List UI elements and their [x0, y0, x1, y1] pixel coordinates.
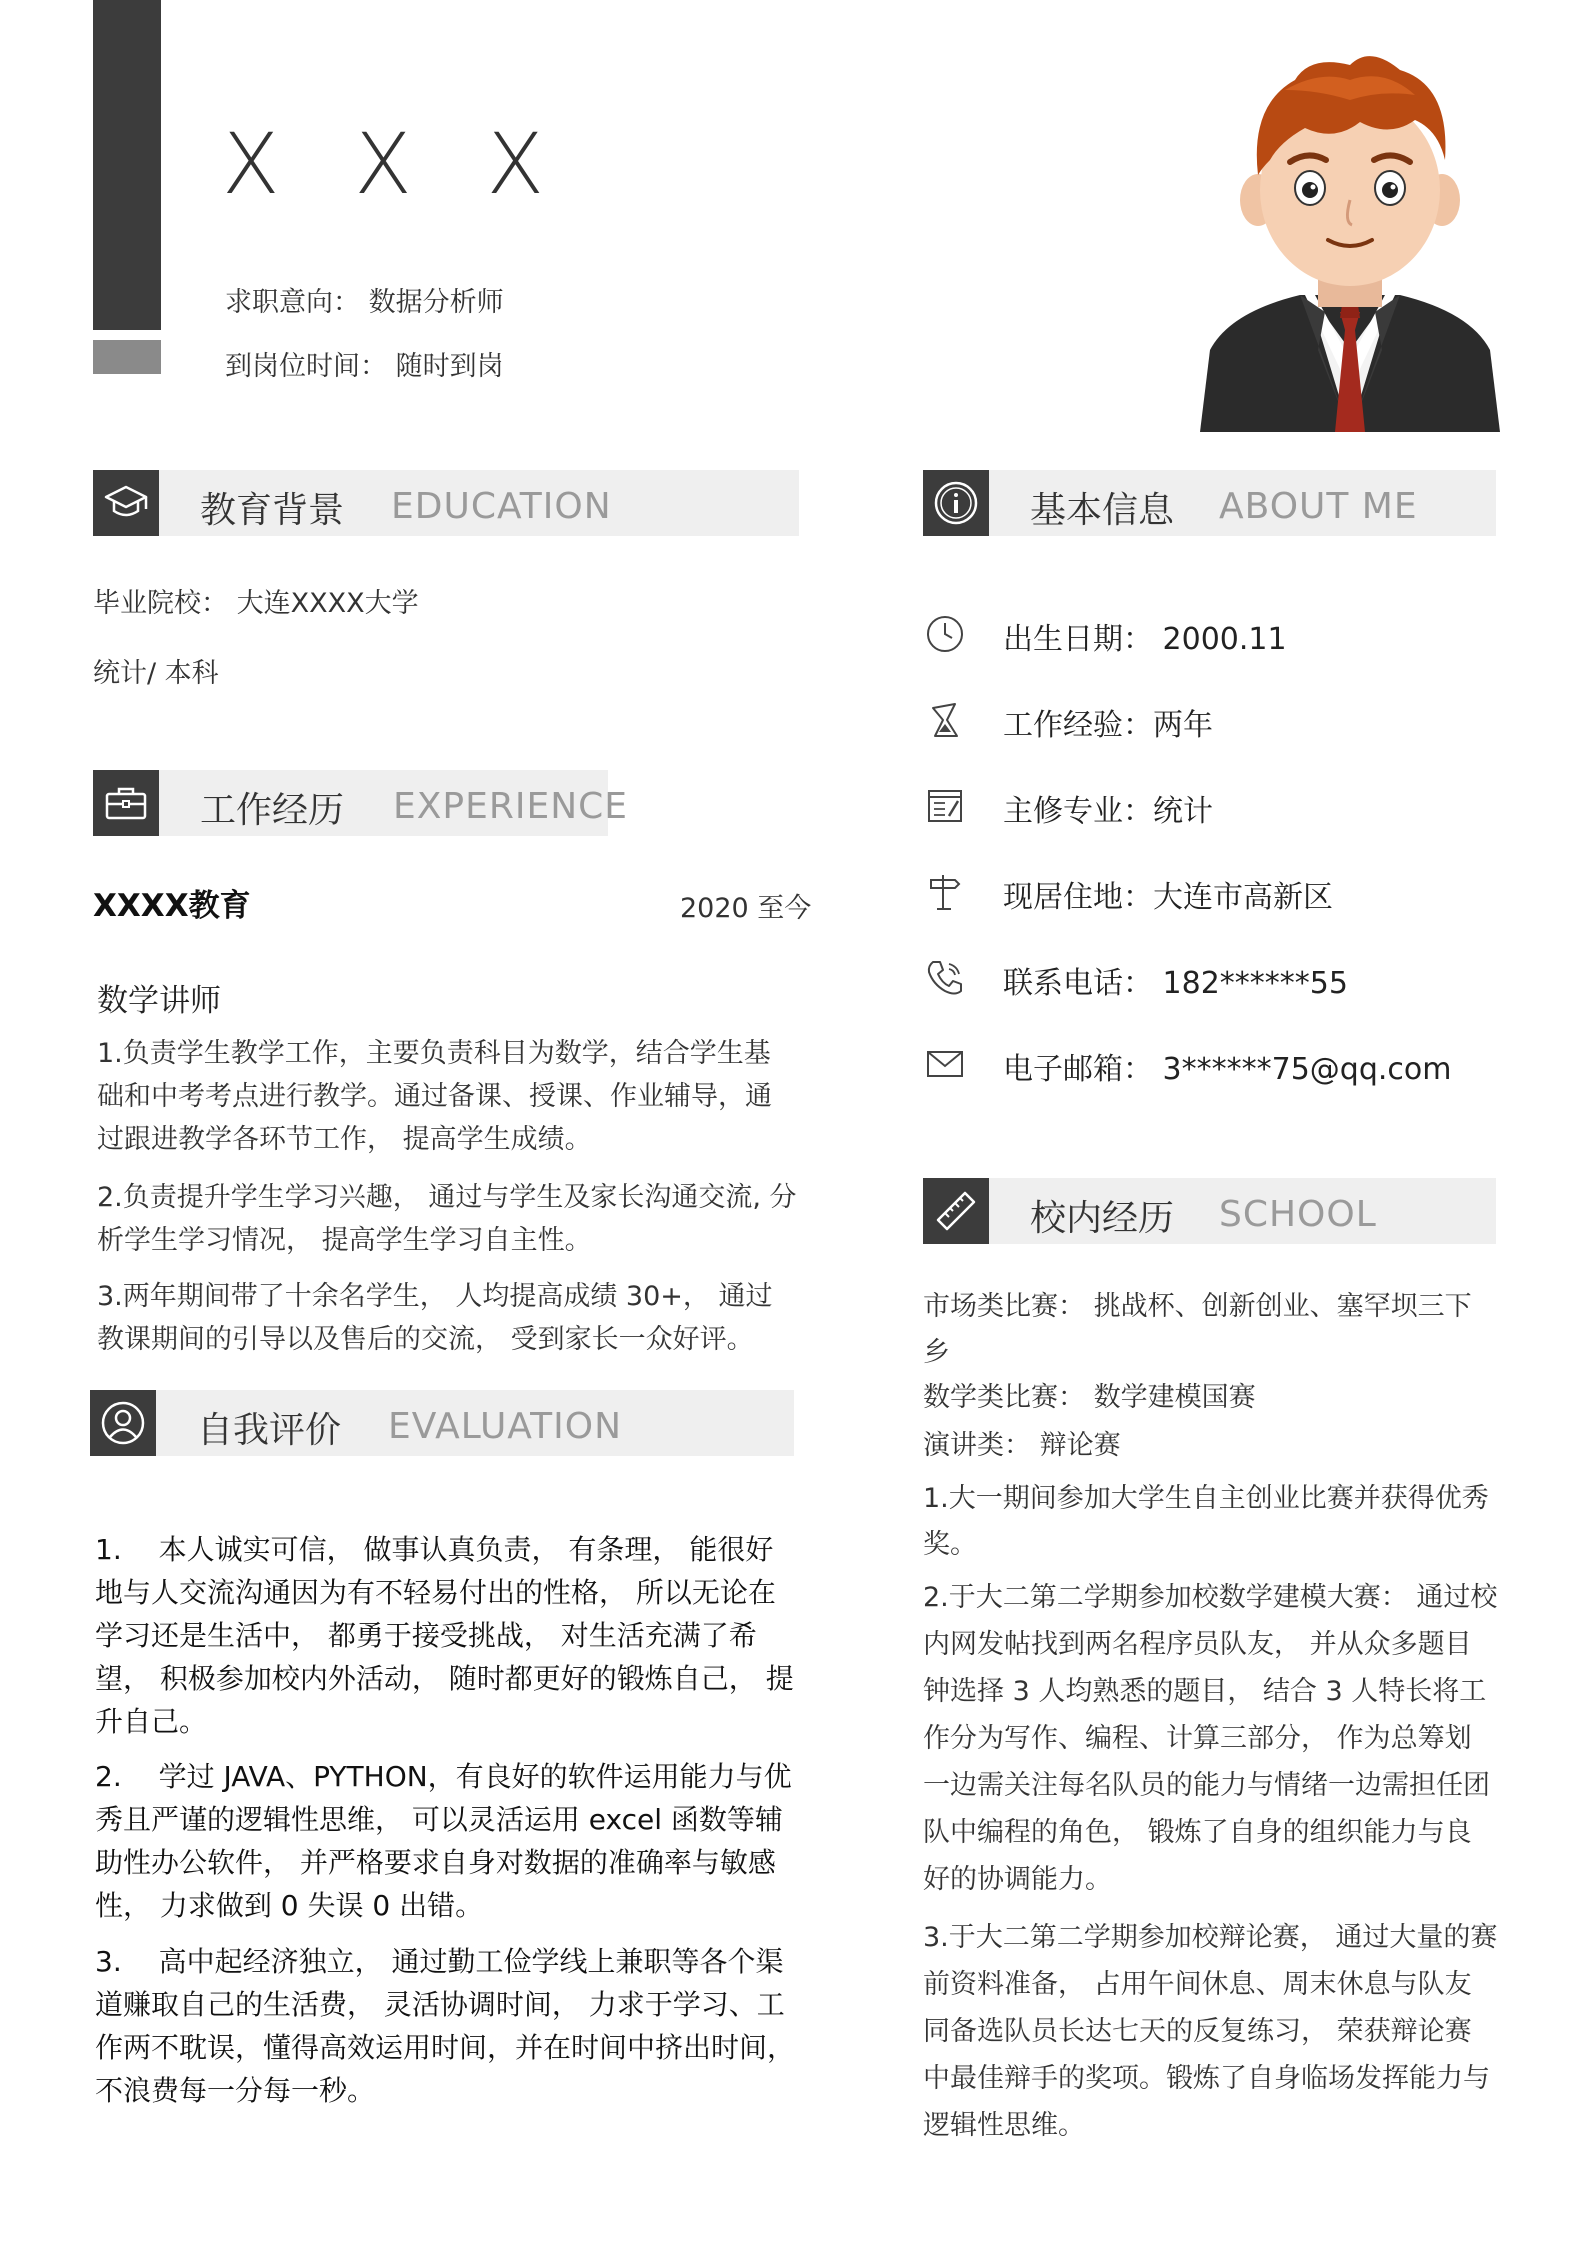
about-email: 电子邮箱： 3******75@qq.com — [1003, 1052, 1452, 1087]
education-major: 统计/ 本科 — [93, 658, 219, 689]
mail-icon — [925, 1044, 965, 1084]
education-section-header — [93, 470, 799, 536]
briefcase-icon — [93, 770, 159, 836]
experience-item-2: 2.负责提升学生学习兴趣， 通过与学生及家长沟通交流, 分析学生学习情况， 提高学生学习自主性。 — [97, 1182, 797, 1256]
school-item-1: 1.大一期间参加大学生自主创业比赛并获得优秀奖。 — [923, 1483, 1489, 1560]
signpost-icon — [925, 872, 965, 912]
evaluation-title: 自我评价 — [197, 1410, 342, 1451]
school-item-2: 2.于大二第二学期参加校数学建模大赛： 通过校内网发帖找到两名程序员队友， 并从众多题目钟选择 3 人均熟悉的题目， 结合 3 人特长将工作分为写作、编程、计算三部分， 作为总筹划一边需关注每名队员的能力与情绪一边需担任团队中编程的角色， 锻炼了自身的组织能力与良好的协调能力。 — [923, 1582, 1498, 1895]
experience-period: 2020 至今 — [680, 893, 812, 924]
school-title: 校内经历 — [1030, 1198, 1175, 1239]
education-title-en: EDUCATION — [391, 486, 612, 527]
about-birth: 出生日期： 2000.11 — [1003, 622, 1287, 657]
info-icon — [923, 470, 989, 536]
experience-section-header — [93, 770, 629, 836]
about-section-header — [923, 470, 1496, 536]
experience-item-3: 3.两年期间带了十余名学生， 人均提高成绩 30+， 通过教课期间的引导以及售后的交流， 受到家长一众好评。 — [97, 1281, 773, 1355]
school-section-header — [923, 1178, 1496, 1244]
education-school: 毕业院校： 大连XXXX大学 — [93, 588, 419, 619]
about-work-exp: 工作经验：两年 — [1003, 708, 1213, 743]
about-major: 主修专业：统计 — [1003, 794, 1213, 829]
job-intent: 求职意向： 数据分析师 — [225, 287, 504, 318]
candidate-name: X X X — [222, 115, 569, 213]
about-phone: 联系电话： 182******55 — [1003, 966, 1348, 1001]
graduation-cap-icon — [93, 470, 159, 536]
experience-item-1: 1.负责学生教学工作，主要负责科目为数学，结合学生基础和中考考点进行教学。通过备课、授课、作业辅导，通过跟进教学各环节工作， 提高学生成绩。 — [97, 1038, 772, 1155]
evaluation-item-2: 2. 学过 JAVA、PYTHON，有良好的软件运用能力与优秀且严谨的逻辑性思维， 可以灵活运用 excel 函数等辅助性办公软件， 并严格要求自身对数据的准确率与敏感性， 力求做到 0 失误 0 出错。 — [95, 1760, 792, 1922]
clock-icon — [925, 614, 965, 654]
phone-icon — [925, 958, 965, 998]
ruler-icon — [923, 1178, 989, 1244]
experience-role: 数学讲师 — [97, 983, 221, 1019]
user-icon — [90, 1390, 156, 1456]
evaluation-item-1: 1. 本人诚实可信， 做事认真负责， 有条理， 能很好地与人交流沟通因为有不轻易付出的性格， 所以无论在学习还是生活中， 都勇于接受挑战， 对生活充满了希望， 积极参加校内外活动， 随时都更好的锻炼自己， 提升自己。 — [95, 1533, 794, 1738]
experience-company: XXXX教育 — [93, 888, 251, 924]
school-item-3: 3.于大二第二学期参加校辩论赛， 通过大量的赛前资料准备， 占用午间休息、周末休息与队友同备选队员长达七天的反复练习， 荣获辩论赛中最佳辩手的奖项。锻炼了自身临场发挥能力与逻辑性思维。 — [923, 1922, 1498, 2141]
hourglass-icon — [925, 700, 965, 740]
about-title-en: ABOUT ME — [1219, 486, 1418, 527]
notebook-icon — [925, 786, 965, 826]
sidebar-accent-bar — [93, 0, 161, 330]
education-title: 教育背景 — [200, 490, 345, 531]
about-address: 现居住地：大连市高新区 — [1003, 880, 1333, 915]
sidebar-accent-block — [93, 340, 161, 374]
school-math: 数学类比赛： 数学建模国赛 — [923, 1382, 1256, 1413]
avatar — [1200, 50, 1500, 432]
experience-title: 工作经历 — [200, 790, 345, 831]
about-title: 基本信息 — [1030, 490, 1175, 531]
arrival-time: 到岗位时间： 随时到岗 — [225, 351, 504, 382]
evaluation-item-3: 3. 高中起经济独立， 通过勤工俭学线上兼职等各个渠道赚取自己的生活费， 灵活协调时间， 力求于学习、工作两不耽误，懂得高效运用时间，并在时间中挤出时间，不浪费每一分每一秒。 — [95, 1945, 796, 2107]
school-market: 市场类比赛： 挑战杯、创新创业、塞罕坝三下乡 — [923, 1291, 1472, 1368]
school-speech: 演讲类： 辩论赛 — [923, 1430, 1121, 1461]
school-title-en: SCHOOL — [1219, 1194, 1377, 1235]
experience-title-en: EXPERIENCE — [393, 786, 629, 827]
evaluation-title-en: EVALUATION — [388, 1406, 623, 1447]
evaluation-section-header — [90, 1390, 794, 1456]
